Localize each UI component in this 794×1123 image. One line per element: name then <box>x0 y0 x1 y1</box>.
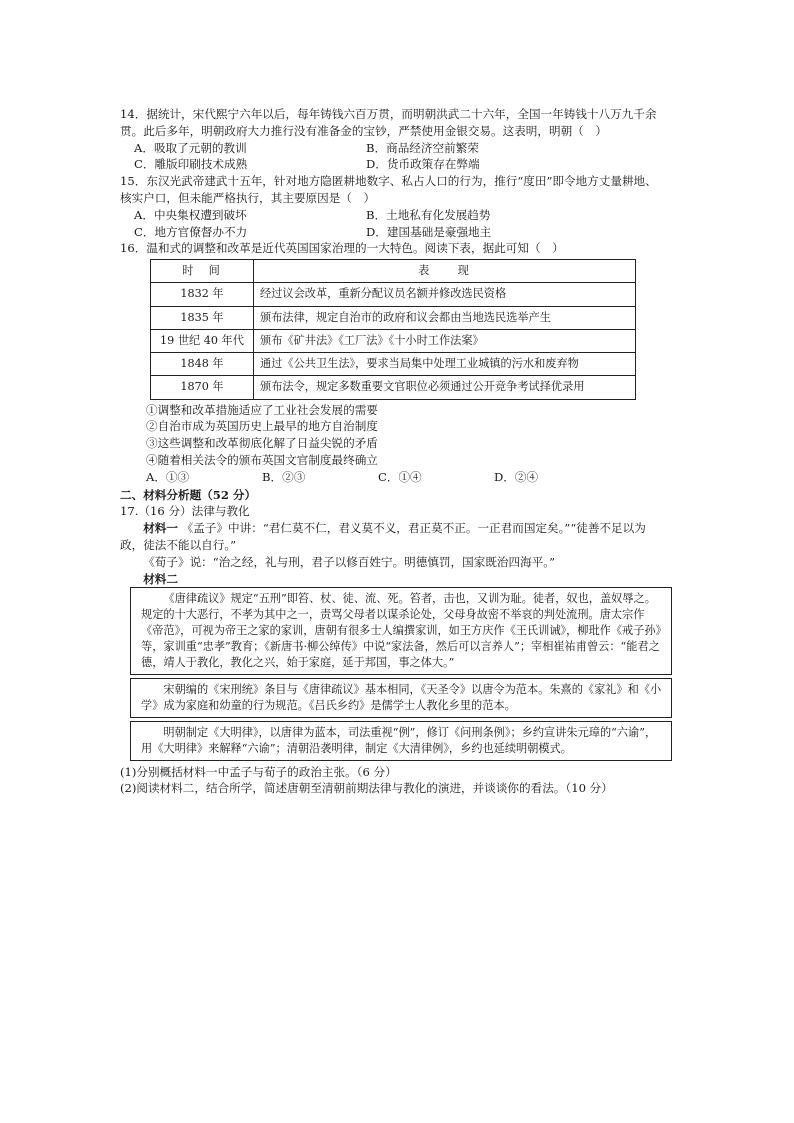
question-15-stem: 15．东汉光武帝建武十五年，针对地方隐匿耕地数字、私占人口的行为，推行“度田”即令地方丈量耕地、核实户口，但未能严格执行，其主要原因是（ ） <box>120 174 657 205</box>
table-cell-event: 颁布法律，规定自治市的政府和议会都由当地选民选举产生 <box>254 306 636 329</box>
statement-3: ③这些调整和改革彻底化解了日益尖锐的矛盾 <box>146 436 378 451</box>
table-cell-event: 颁布法令，规定多数重要文官职位必须通过公开竞争考试择优录用 <box>254 376 636 399</box>
option-b: B．土地私有化发展趋势 <box>366 207 491 222</box>
option-c: C．①④ <box>378 469 422 484</box>
statement-1: ①调整和改革措施适应了工业社会发展的需要 <box>146 402 378 417</box>
option-c: C．雕版印刷技术成熟 <box>134 157 248 172</box>
question-16-stem: 16．温和式的调整和改革是近代英国国家治理的一大特色。阅读下表，据此可知（ ） <box>120 241 564 256</box>
option-b: B．②③ <box>262 469 306 484</box>
exam-page <box>120 106 668 797</box>
question-15-options <box>120 207 668 241</box>
statement-2: ②自治市成为英国历史上最早的地方自治制度 <box>146 419 378 434</box>
option-d: D．②④ <box>494 469 539 484</box>
option-a: A．中央集权遭到破坏 <box>134 207 247 222</box>
material-1-label: 材料一 <box>143 521 178 536</box>
sub-question-2: (2)阅读材料二，结合所学，简述唐朝至清朝前期法律与教化的演进，并谈谈你的看法。（10 分） <box>120 781 613 796</box>
table-cell-time: 1835 年 <box>151 306 254 329</box>
material-2-song-text: 宋朝编的《宋刑统》条目与《唐律疏议》基本相同，《天圣令》以唐令为范本。朱熹的《家礼》和《小学》成为家庭和幼童的行为规范。《吕氏乡约》是儒学士人教化乡里的范本。 <box>141 682 662 712</box>
material-2-box-tang <box>130 587 672 675</box>
table-header: 表 现 <box>254 260 636 283</box>
sub-question-1: (1)分别概括材料一中孟子与荀子的政治主张。（6 分） <box>120 764 397 779</box>
question-15 <box>120 173 668 240</box>
table-row <box>151 376 636 399</box>
option-a: A．①③ <box>146 469 190 484</box>
material-2-ming-qing-text: 明朝制定《大明律》，以唐律为蓝本，司法重视“例”，修订《问刑条例》；乡约宣讲朱元璋的“六谕”，用《大明律》来解释“六谕”；清朝沿袭明律，制定《大清律例》，乡约也延续明朝模式。 <box>141 725 657 755</box>
table-row <box>151 306 636 329</box>
reform-table <box>150 259 636 399</box>
material-2-label: 材料二 <box>143 571 178 586</box>
question-16-options <box>120 469 668 486</box>
question-14 <box>120 106 668 173</box>
table-row <box>151 329 636 352</box>
material-2-tang-text: 《唐律疏议》规定“五刑”即笞、杖、徒、流、死。笞者，击也，又训为耻。徒者，奴也，盖奴辱之。规定的十大恶行，不孝为其中之一，责骂父母者以谋杀论处，父母身故密不举哀的判处流刑。唐太宗作《帝范》，可视为帝王之家的家训，唐朝有很多士人编撰家训，如王方庆作《王氏训诫》，柳玭作《戒子孙》等，家训重“忠孝”教育；《新唐书·柳公绰传》中说“家法备，然后可以言养人”；宰相崔祐甫曾云：“能君之德，靖人于教化，教化之兴，始于家庭，延于邦国，事之体大。” <box>141 592 662 669</box>
material-2-box-song <box>130 678 672 718</box>
table-cell-event: 通过《公共卫生法》，要求当局集中处理工业城镇的污水和废弃物 <box>254 353 636 376</box>
section-title: 二、材料分析题（52 分） <box>120 487 257 502</box>
option-a: A．吸取了元朝的教训 <box>134 140 247 155</box>
question-17 <box>120 503 668 797</box>
material-1-xunzi: 《荀子》说：“治之经，礼与刑，君子以修百姓宁。明德慎罚，国家既治四海平。” <box>143 554 556 569</box>
material-2-box-ming-qing <box>130 721 672 761</box>
table-cell-event: 经过议会改革，重新分配议员名额并修改选民资格 <box>254 283 636 306</box>
option-c: C．地方官僚督办不力 <box>134 224 248 239</box>
material-1 <box>120 520 668 554</box>
table-cell-time: 1848 年 <box>151 353 254 376</box>
table-row <box>151 283 636 306</box>
option-b: B．商品经济空前繁荣 <box>366 140 479 155</box>
question-17-stem: 17.（16 分）法律与教化 <box>120 504 250 519</box>
question-14-options <box>120 140 668 174</box>
question-16-statements <box>120 402 668 469</box>
table-cell-time: 19 世纪 40 年代 <box>151 329 254 352</box>
table-header-row <box>151 260 636 283</box>
table-cell-event: 颁布《矿井法》《工厂法》《十小时工作法案》 <box>254 329 636 352</box>
table-header: 时 间 <box>151 260 254 283</box>
table-cell-time: 1832 年 <box>151 283 254 306</box>
option-d: D．货币政策存在弊端 <box>366 157 480 172</box>
option-d: D．建国基础是豪强地主 <box>366 224 492 239</box>
question-16 <box>120 240 668 485</box>
question-14-stem: 14．据统计，宋代熙宁六年以后，每年铸钱六百万贯，而明朝洪武二十六年，全国一年铸钱十八万九千余贯。此后多年，明朝政府大力推行没有准备金的宝钞，严禁使用金银交易。这表明，明朝（ ） <box>120 107 657 138</box>
table-cell-time: 1870 年 <box>151 376 254 399</box>
material-1-text: 《孟子》中讲：“君仁莫不仁，君义莫不义，君正莫不正。一正君而国定矣。”“徒善不足以为政，徒法不能以自行。” <box>120 521 646 552</box>
table-row <box>151 353 636 376</box>
statement-4: ④随着相关法令的颁布英国文官制度最终确立 <box>146 452 378 467</box>
